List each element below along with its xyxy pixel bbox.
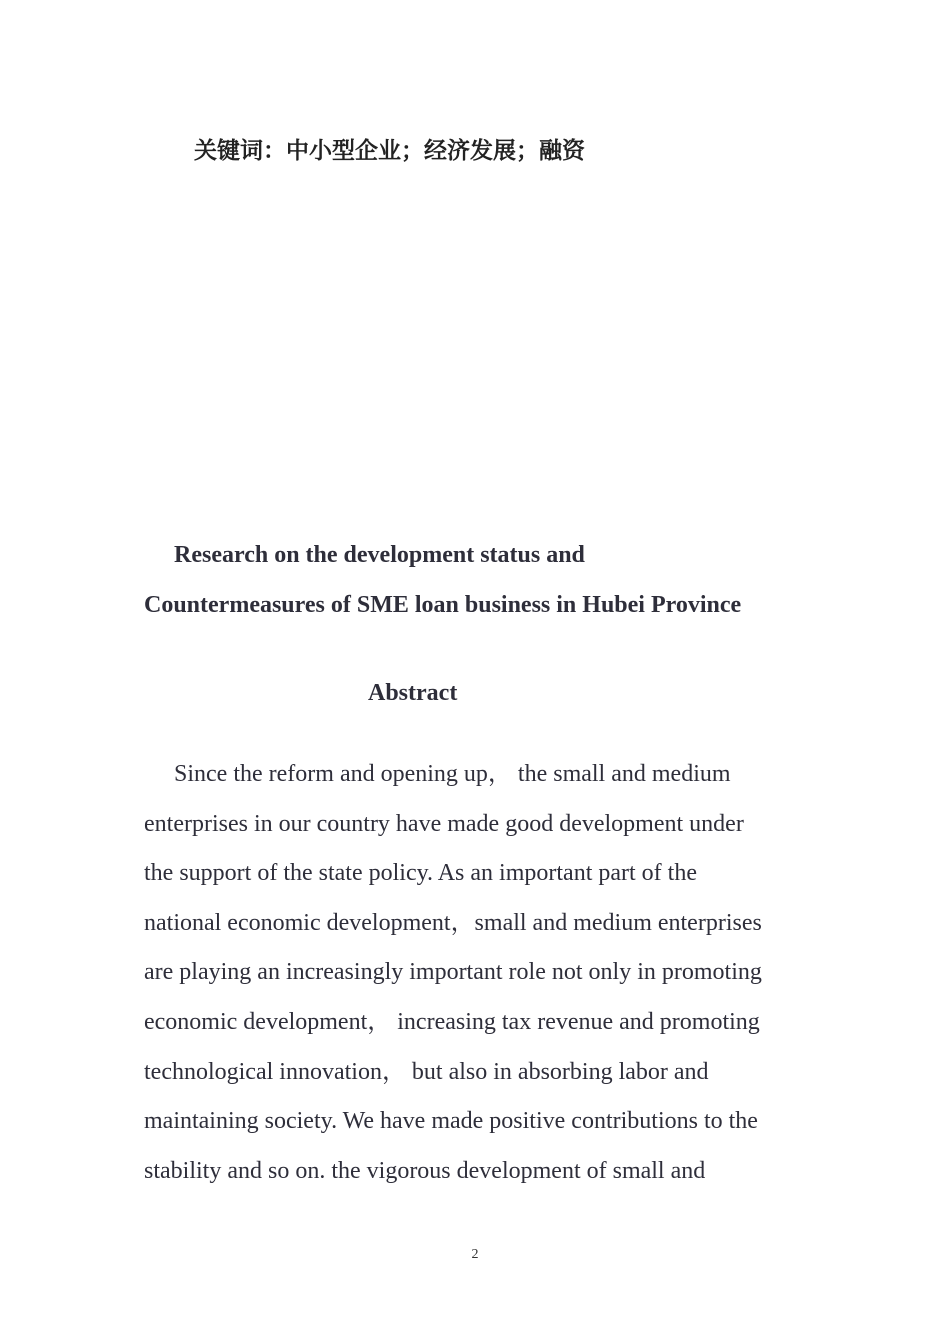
abstract-line: technological innovation， but also in absorbing labor and xyxy=(144,1058,709,1085)
keywords-line: 关键词：中小型企业；经济发展；融资 xyxy=(194,138,585,164)
abstract-line: stability and so on. the vigorous development of small and xyxy=(144,1157,706,1184)
abstract-line: enterprises in our country have made good development under xyxy=(144,810,744,837)
abstract-line: Since the reform and opening up， the small and medium xyxy=(174,761,731,787)
abstract-heading: Abstract xyxy=(368,680,458,706)
english-title xyxy=(144,530,824,630)
title-line-1: Research on the development status and xyxy=(174,542,585,568)
abstract-line: economic development， increasing tax revenue and promoting xyxy=(144,1008,760,1035)
abstract-line: maintaining society. We have made positive contributions to the xyxy=(144,1108,758,1135)
abstract-line: the support of the state policy. As an important part of the xyxy=(144,860,697,887)
title-line-2: Countermeasures of SME loan business in Hubei Province xyxy=(144,592,742,618)
abstract-line: national economic development，small and medium enterprises xyxy=(144,909,762,936)
abstract-paragraph xyxy=(144,750,824,1196)
page-number: 2 xyxy=(471,1247,479,1262)
abstract-line: are playing an increasingly important role not only in promoting xyxy=(144,959,762,986)
